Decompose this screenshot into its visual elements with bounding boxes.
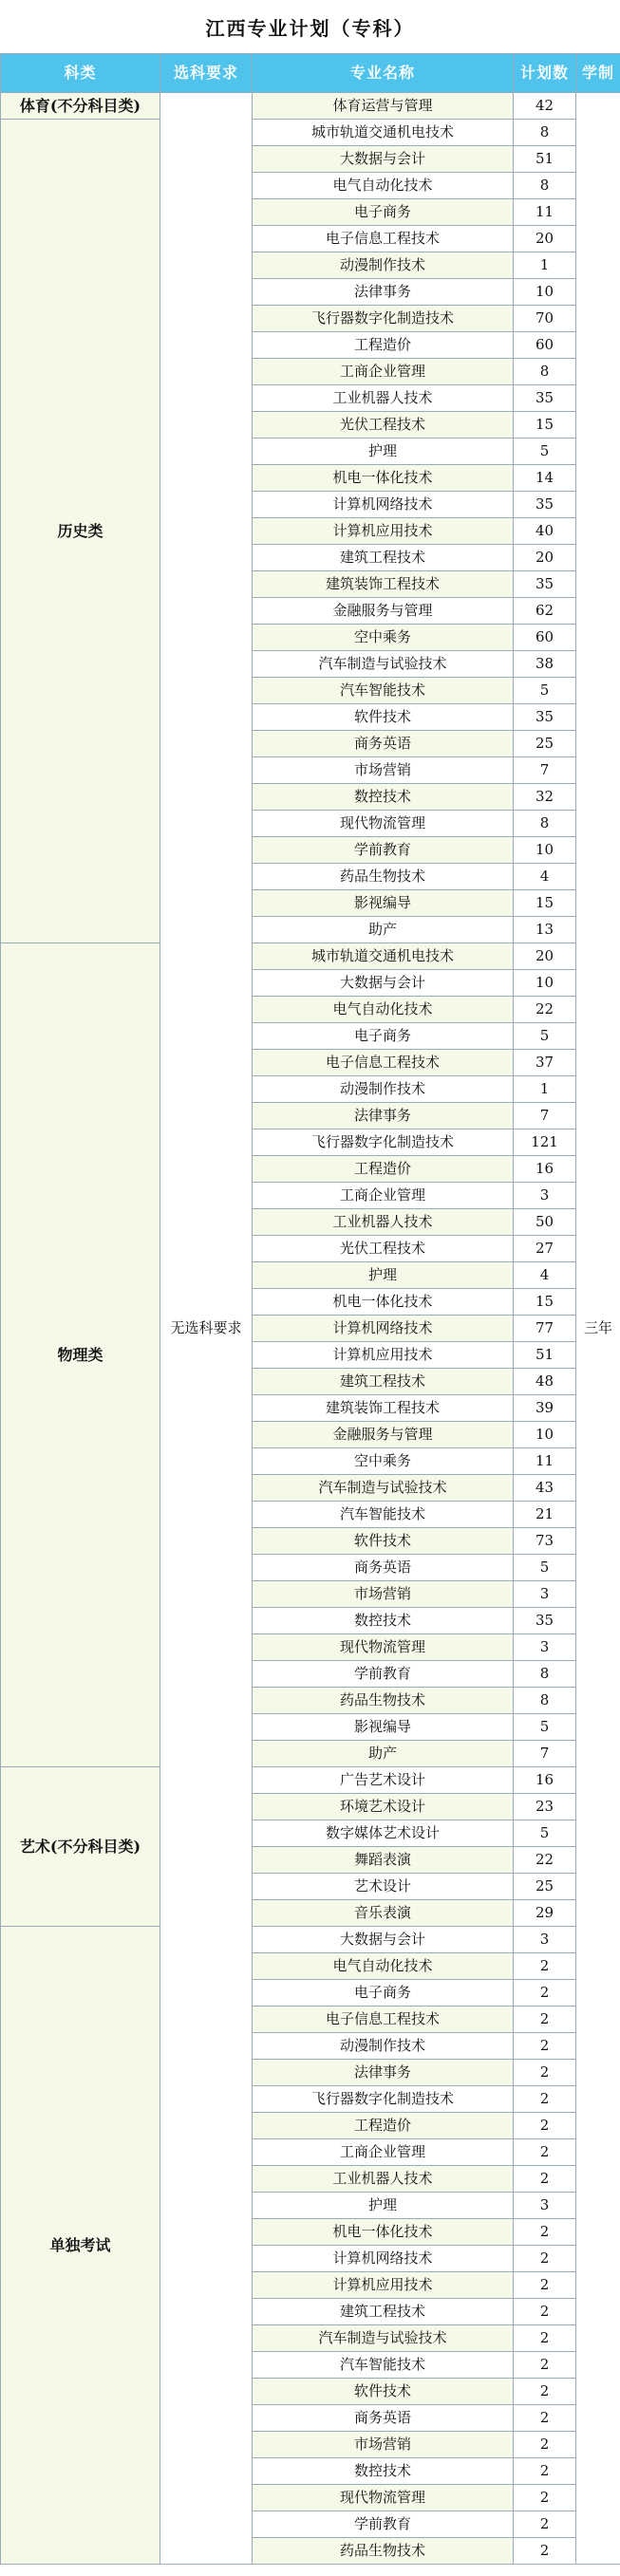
major-name-cell: 电子信息工程技术 — [253, 1050, 514, 1076]
major-name-cell: 法律事务 — [253, 1103, 514, 1129]
page-title: 江西专业计划（专科） — [205, 16, 415, 40]
plan-count-cell: 73 — [514, 1528, 576, 1555]
major-name-cell: 电子信息工程技术 — [253, 2007, 514, 2033]
plan-count-cell: 1 — [514, 1076, 576, 1103]
plan-count-cell: 22 — [514, 1847, 576, 1874]
major-name-cell: 计算机网络技术 — [253, 2246, 514, 2272]
major-name-cell: 市场营销 — [253, 757, 514, 784]
plan-count-cell: 35 — [514, 704, 576, 731]
major-name-cell: 机电一体化技术 — [253, 1289, 514, 1316]
plan-count-cell: 39 — [514, 1395, 576, 1422]
plan-count-cell: 11 — [514, 1448, 576, 1475]
major-name-cell: 电子商务 — [253, 1023, 514, 1050]
plan-count-cell: 10 — [514, 279, 576, 306]
plan-count-cell: 2 — [514, 2299, 576, 2325]
category-cell: 物理类 — [1, 943, 160, 1767]
plan-count-cell: 2 — [514, 2086, 576, 2113]
plan-count-cell: 13 — [514, 917, 576, 943]
plan-count-cell: 5 — [514, 1820, 576, 1847]
plan-count-cell: 35 — [514, 1608, 576, 1634]
major-name-cell: 数控技术 — [253, 784, 514, 811]
plan-count-cell: 51 — [514, 1342, 576, 1369]
major-name-cell: 影视编导 — [253, 1714, 514, 1741]
plan-count-cell: 27 — [514, 1236, 576, 1262]
major-name-cell: 建筑工程技术 — [253, 1369, 514, 1395]
major-name-cell: 飞行器数字化制造技术 — [253, 1129, 514, 1156]
plan-count-cell: 2 — [514, 2538, 576, 2565]
major-name-cell: 工业机器人技术 — [253, 1209, 514, 1236]
plan-count-cell: 21 — [514, 1502, 576, 1528]
plan-count-cell: 32 — [514, 784, 576, 811]
plan-count-cell: 5 — [514, 1023, 576, 1050]
major-name-cell: 动漫制作技术 — [253, 1076, 514, 1103]
major-name-cell: 汽车制造与试验技术 — [253, 2325, 514, 2352]
plan-count-cell: 2 — [514, 2033, 576, 2060]
plan-count-cell: 2 — [514, 2325, 576, 2352]
major-name-cell: 护理 — [253, 2193, 514, 2219]
plan-count-cell: 15 — [514, 412, 576, 439]
major-name-cell: 助产 — [253, 1741, 514, 1767]
plan-count-cell: 2 — [514, 2139, 576, 2166]
plan-count-cell: 3 — [514, 1634, 576, 1661]
major-name-cell: 学前教育 — [253, 2511, 514, 2538]
major-name-cell: 电气自动化技术 — [253, 173, 514, 199]
major-name-cell: 城市轨道交通机电技术 — [253, 120, 514, 146]
major-name-cell: 空中乘务 — [253, 625, 514, 651]
major-name-cell: 汽车智能技术 — [253, 678, 514, 704]
plan-count-cell: 2 — [514, 2379, 576, 2405]
major-name-cell: 助产 — [253, 917, 514, 943]
table-row — [1, 120, 620, 146]
plan-count-cell: 10 — [514, 970, 576, 997]
major-name-cell: 光伏工程技术 — [253, 412, 514, 439]
plan-count-cell: 50 — [514, 1209, 576, 1236]
plan-count-cell: 29 — [514, 1900, 576, 1927]
major-name-cell: 艺术设计 — [253, 1874, 514, 1900]
major-name-cell: 软件技术 — [253, 2379, 514, 2405]
major-name-cell: 体育运营与管理 — [253, 93, 514, 120]
major-name-cell: 电气自动化技术 — [253, 1953, 514, 1980]
plan-count-cell: 16 — [514, 1767, 576, 1794]
plan-count-cell: 43 — [514, 1475, 576, 1502]
plan-count-cell: 51 — [514, 146, 576, 173]
major-name-cell: 学前教育 — [253, 837, 514, 864]
major-name-cell: 金融服务与管理 — [253, 598, 514, 625]
plan-count-cell: 35 — [514, 492, 576, 518]
major-name-cell: 大数据与会计 — [253, 146, 514, 173]
table-row — [1, 93, 620, 120]
major-name-cell: 城市轨道交通机电技术 — [253, 943, 514, 970]
plan-count-cell: 5 — [514, 439, 576, 465]
plan-count-cell: 2 — [514, 1953, 576, 1980]
plan-count-cell: 1 — [514, 252, 576, 279]
major-name-cell: 飞行器数字化制造技术 — [253, 2086, 514, 2113]
major-name-cell: 商务英语 — [253, 1555, 514, 1581]
major-name-cell: 汽车制造与试验技术 — [253, 1475, 514, 1502]
plan-count-cell: 3 — [514, 1927, 576, 1953]
plan-count-cell: 48 — [514, 1369, 576, 1395]
plan-count-cell: 121 — [514, 1129, 576, 1156]
major-name-cell: 影视编导 — [253, 890, 514, 917]
major-name-cell: 光伏工程技术 — [253, 1236, 514, 1262]
plan-count-cell: 8 — [514, 1661, 576, 1688]
plan-count-cell: 7 — [514, 1103, 576, 1129]
major-name-cell: 计算机网络技术 — [253, 1316, 514, 1342]
major-name-cell: 动漫制作技术 — [253, 252, 514, 279]
plan-count-cell: 2 — [514, 2060, 576, 2086]
major-name-cell: 工商企业管理 — [253, 359, 514, 385]
table-body — [1, 93, 620, 2565]
major-name-cell: 电气自动化技术 — [253, 997, 514, 1023]
plan-count-cell: 20 — [514, 545, 576, 571]
plan-count-cell: 10 — [514, 837, 576, 864]
major-name-cell: 护理 — [253, 1262, 514, 1289]
plan-count-cell: 7 — [514, 1741, 576, 1767]
major-name-cell: 飞行器数字化制造技术 — [253, 306, 514, 332]
major-name-cell: 建筑工程技术 — [253, 2299, 514, 2325]
major-name-cell: 工业机器人技术 — [253, 2166, 514, 2193]
plan-count-cell: 3 — [514, 1183, 576, 1209]
major-name-cell: 商务英语 — [253, 731, 514, 757]
major-name-cell: 汽车制造与试验技术 — [253, 651, 514, 678]
major-name-cell: 金融服务与管理 — [253, 1422, 514, 1448]
plan-count-cell: 20 — [514, 226, 576, 252]
plan-count-cell: 62 — [514, 598, 576, 625]
category-cell: 体育(不分科目类) — [1, 93, 160, 120]
plan-count-cell: 7 — [514, 757, 576, 784]
plan-count-cell: 2 — [514, 2007, 576, 2033]
major-name-cell: 汽车智能技术 — [253, 1502, 514, 1528]
major-name-cell: 计算机网络技术 — [253, 492, 514, 518]
plan-count-cell: 2 — [514, 2458, 576, 2485]
major-name-cell: 现代物流管理 — [253, 1634, 514, 1661]
plan-count-cell: 2 — [514, 2219, 576, 2246]
major-name-cell: 护理 — [253, 439, 514, 465]
plan-count-cell: 16 — [514, 1156, 576, 1183]
plan-count-cell: 8 — [514, 1688, 576, 1714]
plan-count-cell: 70 — [514, 306, 576, 332]
major-name-cell: 工程造价 — [253, 2113, 514, 2139]
plan-count-cell: 2 — [514, 1980, 576, 2007]
header-subject-requirement: 选科要求 — [160, 54, 253, 93]
major-name-cell: 现代物流管理 — [253, 811, 514, 837]
major-name-cell: 数控技术 — [253, 1608, 514, 1634]
major-name-cell: 电子商务 — [253, 199, 514, 226]
major-name-cell: 药品生物技术 — [253, 864, 514, 890]
major-name-cell: 计算机应用技术 — [253, 2272, 514, 2299]
plan-count-cell: 42 — [514, 93, 576, 120]
header-duration: 学制 — [576, 54, 620, 93]
duration-cell: 三年 — [576, 93, 620, 2565]
major-name-cell: 计算机应用技术 — [253, 1342, 514, 1369]
major-name-cell: 大数据与会计 — [253, 970, 514, 997]
major-name-cell: 法律事务 — [253, 2060, 514, 2086]
major-name-cell: 动漫制作技术 — [253, 2033, 514, 2060]
category-cell: 历史类 — [1, 120, 160, 943]
category-cell: 艺术(不分科目类) — [1, 1767, 160, 1927]
plan-count-cell: 4 — [514, 864, 576, 890]
major-name-cell: 计算机应用技术 — [253, 518, 514, 545]
plan-count-cell: 60 — [514, 332, 576, 359]
major-name-cell: 机电一体化技术 — [253, 2219, 514, 2246]
plan-count-cell: 3 — [514, 2193, 576, 2219]
category-cell: 单独考试 — [1, 1927, 160, 2565]
table-row — [1, 1767, 620, 1794]
table-header-row — [1, 54, 620, 93]
plan-count-cell: 2 — [514, 2352, 576, 2379]
plan-count-cell: 8 — [514, 173, 576, 199]
plan-count-cell: 2 — [514, 2485, 576, 2511]
plan-count-cell: 15 — [514, 890, 576, 917]
plan-count-cell: 25 — [514, 731, 576, 757]
plan-count-cell: 10 — [514, 1422, 576, 1448]
major-name-cell: 工业机器人技术 — [253, 385, 514, 412]
major-name-cell: 建筑装饰工程技术 — [253, 1395, 514, 1422]
major-name-cell: 市场营销 — [253, 1581, 514, 1608]
major-name-cell: 工商企业管理 — [253, 1183, 514, 1209]
plan-count-cell: 38 — [514, 651, 576, 678]
major-plan-table — [0, 53, 620, 2565]
plan-count-cell: 5 — [514, 1714, 576, 1741]
header-major-name: 专业名称 — [253, 54, 514, 93]
major-name-cell: 舞蹈表演 — [253, 1847, 514, 1874]
table-row — [1, 1927, 620, 1953]
plan-count-cell: 4 — [514, 1262, 576, 1289]
major-name-cell: 数控技术 — [253, 2458, 514, 2485]
plan-count-cell: 22 — [514, 997, 576, 1023]
major-name-cell: 现代物流管理 — [253, 2485, 514, 2511]
plan-count-cell: 2 — [514, 2405, 576, 2432]
major-name-cell: 大数据与会计 — [253, 1927, 514, 1953]
plan-count-cell: 8 — [514, 811, 576, 837]
major-name-cell: 建筑装饰工程技术 — [253, 571, 514, 598]
major-name-cell: 广告艺术设计 — [253, 1767, 514, 1794]
plan-count-cell: 2 — [514, 2511, 576, 2538]
major-name-cell: 商务英语 — [253, 2405, 514, 2432]
major-name-cell: 工程造价 — [253, 1156, 514, 1183]
major-name-cell: 软件技术 — [253, 704, 514, 731]
header-plan-count: 计划数 — [514, 54, 576, 93]
plan-count-cell: 11 — [514, 199, 576, 226]
plan-count-cell: 8 — [514, 120, 576, 146]
major-name-cell: 工程造价 — [253, 332, 514, 359]
major-name-cell: 机电一体化技术 — [253, 465, 514, 492]
major-name-cell: 市场营销 — [253, 2432, 514, 2458]
plan-count-cell: 35 — [514, 571, 576, 598]
major-name-cell: 数字媒体艺术设计 — [253, 1820, 514, 1847]
major-name-cell: 空中乘务 — [253, 1448, 514, 1475]
major-name-cell: 音乐表演 — [253, 1900, 514, 1927]
major-name-cell: 电子商务 — [253, 1980, 514, 2007]
plan-count-cell: 15 — [514, 1289, 576, 1316]
major-name-cell: 软件技术 — [253, 1528, 514, 1555]
header-category: 科类 — [1, 54, 160, 93]
plan-count-cell: 40 — [514, 518, 576, 545]
plan-count-cell: 2 — [514, 2113, 576, 2139]
plan-count-cell: 2 — [514, 2432, 576, 2458]
plan-count-cell: 14 — [514, 465, 576, 492]
major-name-cell: 法律事务 — [253, 279, 514, 306]
plan-count-cell: 5 — [514, 1555, 576, 1581]
major-name-cell: 建筑工程技术 — [253, 545, 514, 571]
plan-count-cell: 35 — [514, 385, 576, 412]
plan-count-cell: 5 — [514, 678, 576, 704]
plan-count-cell: 25 — [514, 1874, 576, 1900]
major-name-cell: 汽车智能技术 — [253, 2352, 514, 2379]
plan-count-cell: 20 — [514, 943, 576, 970]
major-name-cell: 学前教育 — [253, 1661, 514, 1688]
plan-count-cell: 60 — [514, 625, 576, 651]
major-name-cell: 药品生物技术 — [253, 2538, 514, 2565]
plan-count-cell: 2 — [514, 2246, 576, 2272]
plan-count-cell: 2 — [514, 2272, 576, 2299]
plan-count-cell: 23 — [514, 1794, 576, 1820]
major-name-cell: 电子信息工程技术 — [253, 226, 514, 252]
plan-count-cell: 77 — [514, 1316, 576, 1342]
plan-count-cell: 8 — [514, 359, 576, 385]
major-name-cell: 药品生物技术 — [253, 1688, 514, 1714]
major-name-cell: 工商企业管理 — [253, 2139, 514, 2166]
plan-count-cell: 37 — [514, 1050, 576, 1076]
table-row — [1, 943, 620, 970]
plan-count-cell: 3 — [514, 1581, 576, 1608]
major-name-cell: 环境艺术设计 — [253, 1794, 514, 1820]
subject-requirement-cell: 无选科要求 — [160, 93, 253, 2565]
plan-count-cell: 2 — [514, 2166, 576, 2193]
